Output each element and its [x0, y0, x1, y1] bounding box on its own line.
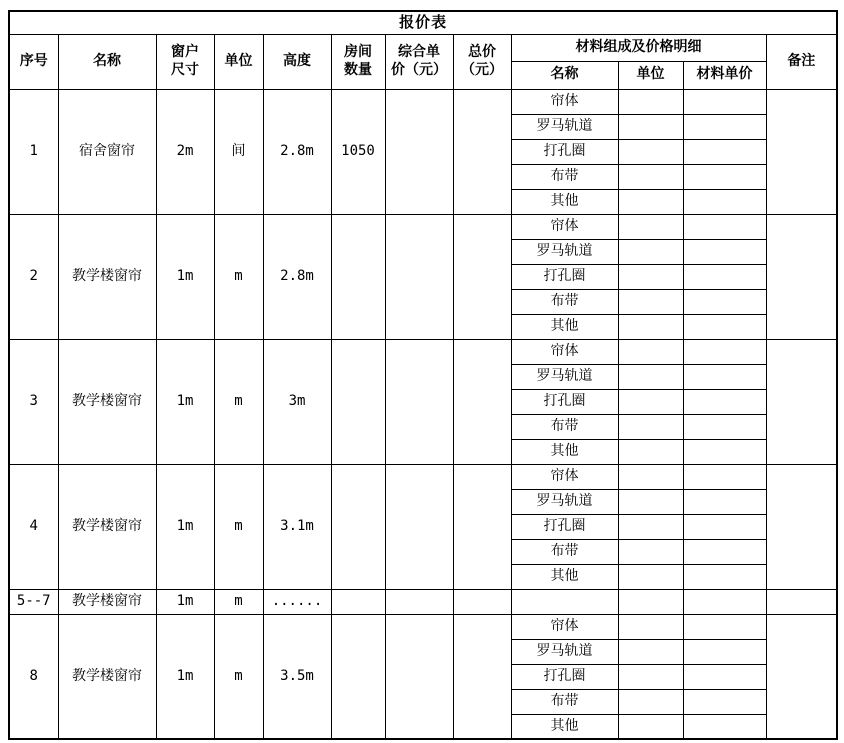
- header-composite-price: [385, 34, 453, 89]
- cell-material-price: [683, 364, 766, 389]
- cell-material-unit: [618, 389, 683, 414]
- cell-remark: [766, 89, 837, 214]
- cell-material-price: [683, 489, 766, 514]
- cell-remark: [766, 614, 837, 739]
- cell-seq: 8: [9, 614, 58, 739]
- header-total-price: [453, 34, 511, 89]
- page-title: 报价表: [9, 11, 837, 34]
- header-room-count-line2: 数量: [344, 61, 372, 78]
- cell-material-name: 布带: [511, 289, 618, 314]
- cell-material-price: [683, 664, 766, 689]
- cell-room-count: [331, 464, 385, 589]
- cell-window-size: 1m: [156, 339, 214, 464]
- cell-material-price: [683, 389, 766, 414]
- cell-material-price: [683, 714, 766, 739]
- cell-material-name: 布带: [511, 164, 618, 189]
- cell-material-price: [683, 564, 766, 589]
- header-composite-price-line1: 综合单: [398, 44, 440, 60]
- cell-material-unit: [618, 364, 683, 389]
- cell-height: 2.8m: [263, 89, 331, 214]
- cell-material-price: [683, 314, 766, 339]
- cell-name: 教学楼窗帘: [58, 614, 156, 739]
- cell-material-name: 帘体: [511, 214, 618, 239]
- cell-material-price: [683, 639, 766, 664]
- cell-unit: m: [214, 464, 263, 589]
- cell-material-name: 帘体: [511, 464, 618, 489]
- header-remark: 备注: [766, 34, 837, 89]
- cell-material-name: 布带: [511, 689, 618, 714]
- cell-material-name: 帘体: [511, 614, 618, 639]
- cell-material-name: 帘体: [511, 89, 618, 114]
- cell-material-name: 罗马轨道: [511, 114, 618, 139]
- cell-material-name: 其他: [511, 439, 618, 464]
- cell-material-unit: [618, 339, 683, 364]
- cell-remark: [766, 339, 837, 464]
- cell-material-price: [683, 414, 766, 439]
- cell-material-price: [683, 514, 766, 539]
- cell-height: ......: [263, 589, 331, 614]
- cell-window-size: 2m: [156, 89, 214, 214]
- cell-material-unit: [618, 714, 683, 739]
- cell-room-count: 1050: [331, 89, 385, 214]
- cell-material-name: [511, 589, 618, 614]
- header-material-unit: 单位: [618, 61, 683, 89]
- cell-material-name: 布带: [511, 414, 618, 439]
- header-window-size-line2: 尺寸: [171, 61, 199, 78]
- cell-material-unit: [618, 414, 683, 439]
- header-total-price-line2: （元）: [461, 61, 503, 78]
- quotation-table: [8, 10, 838, 740]
- cell-material-price: [683, 689, 766, 714]
- cell-unit: 间: [214, 89, 263, 214]
- cell-name: 教学楼窗帘: [58, 464, 156, 589]
- cell-material-price: [683, 539, 766, 564]
- cell-room-count: [331, 614, 385, 739]
- header-window-size-line1: 窗户: [171, 44, 199, 60]
- cell-composite-price: [385, 464, 453, 589]
- cell-composite-price: [385, 339, 453, 464]
- cell-material-name: 罗马轨道: [511, 364, 618, 389]
- cell-material-name: 罗马轨道: [511, 489, 618, 514]
- cell-name: 教学楼窗帘: [58, 339, 156, 464]
- cell-unit: m: [214, 214, 263, 339]
- header-material-group: 材料组成及价格明细: [511, 34, 766, 61]
- cell-material-name: 其他: [511, 314, 618, 339]
- cell-total-price: [453, 614, 511, 739]
- cell-material-price: [683, 589, 766, 614]
- cell-room-count: [331, 589, 385, 614]
- header-seq: 序号: [9, 34, 58, 89]
- cell-material-name: 帘体: [511, 339, 618, 364]
- cell-seq: 3: [9, 339, 58, 464]
- title-row: [9, 11, 837, 34]
- header-name: 名称: [58, 34, 156, 89]
- cell-material-price: [683, 239, 766, 264]
- cell-material-name: 其他: [511, 189, 618, 214]
- header-unit: 单位: [214, 34, 263, 89]
- cell-window-size: 1m: [156, 464, 214, 589]
- cell-material-name: 布带: [511, 539, 618, 564]
- cell-remark: [766, 589, 837, 614]
- cell-material-price: [683, 439, 766, 464]
- cell-material-unit: [618, 289, 683, 314]
- header-material-price: 材料单价: [683, 61, 766, 89]
- table-row: [9, 214, 837, 239]
- cell-material-unit: [618, 514, 683, 539]
- cell-material-unit: [618, 139, 683, 164]
- cell-total-price: [453, 89, 511, 214]
- header-height: 高度: [263, 34, 331, 89]
- cell-material-price: [683, 189, 766, 214]
- cell-material-name: 打孔圈: [511, 664, 618, 689]
- cell-seq: 1: [9, 89, 58, 214]
- cell-material-name: 打孔圈: [511, 514, 618, 539]
- cell-total-price: [453, 464, 511, 589]
- cell-material-unit: [618, 639, 683, 664]
- cell-unit: m: [214, 614, 263, 739]
- cell-room-count: [331, 339, 385, 464]
- cell-material-unit: [618, 464, 683, 489]
- cell-material-name: 打孔圈: [511, 139, 618, 164]
- table-row: [9, 339, 837, 364]
- cell-material-unit: [618, 214, 683, 239]
- cell-material-unit: [618, 114, 683, 139]
- cell-height: 3.5m: [263, 614, 331, 739]
- cell-material-unit: [618, 439, 683, 464]
- header-composite-price-line2: 价（元）: [391, 61, 447, 78]
- cell-material-name: 其他: [511, 564, 618, 589]
- cell-remark: [766, 464, 837, 589]
- header-row-top: [9, 34, 837, 61]
- cell-material-unit: [618, 89, 683, 114]
- header-total-price-line1: 总价: [468, 44, 496, 60]
- cell-material-price: [683, 89, 766, 114]
- header-material-name: 名称: [511, 61, 618, 89]
- cell-material-price: [683, 264, 766, 289]
- cell-height: 3.1m: [263, 464, 331, 589]
- cell-composite-price: [385, 614, 453, 739]
- cell-remark: [766, 214, 837, 339]
- cell-material-price: [683, 214, 766, 239]
- cell-material-unit: [618, 664, 683, 689]
- cell-height: 2.8m: [263, 214, 331, 339]
- cell-seq: 4: [9, 464, 58, 589]
- cell-height: 3m: [263, 339, 331, 464]
- cell-material-unit: [618, 189, 683, 214]
- cell-material-unit: [618, 539, 683, 564]
- cell-material-price: [683, 139, 766, 164]
- cell-material-name: 罗马轨道: [511, 639, 618, 664]
- cell-material-unit: [618, 614, 683, 639]
- cell-name: 宿舍窗帘: [58, 89, 156, 214]
- header-window-size: [156, 34, 214, 89]
- cell-material-price: [683, 464, 766, 489]
- cell-seq: 2: [9, 214, 58, 339]
- table-row-condensed: [9, 589, 837, 614]
- cell-material-price: [683, 164, 766, 189]
- cell-composite-price: [385, 89, 453, 214]
- cell-material-unit: [618, 489, 683, 514]
- cell-name: 教学楼窗帘: [58, 589, 156, 614]
- cell-material-unit: [618, 564, 683, 589]
- table-row: [9, 464, 837, 489]
- cell-material-name: 打孔圈: [511, 264, 618, 289]
- cell-material-name: 其他: [511, 714, 618, 739]
- cell-material-unit: [618, 264, 683, 289]
- cell-window-size: 1m: [156, 214, 214, 339]
- cell-room-count: [331, 214, 385, 339]
- table-row: [9, 614, 837, 639]
- cell-material-unit: [618, 314, 683, 339]
- cell-total-price: [453, 214, 511, 339]
- header-room-count: [331, 34, 385, 89]
- cell-window-size: 1m: [156, 589, 214, 614]
- cell-composite-price: [385, 589, 453, 614]
- cell-total-price: [453, 589, 511, 614]
- cell-material-price: [683, 339, 766, 364]
- header-room-count-line1: 房间: [344, 44, 372, 60]
- cell-material-unit: [618, 689, 683, 714]
- cell-material-unit: [618, 239, 683, 264]
- cell-name: 教学楼窗帘: [58, 214, 156, 339]
- cell-material-name: 打孔圈: [511, 389, 618, 414]
- cell-unit: m: [214, 589, 263, 614]
- cell-material-unit: [618, 589, 683, 614]
- cell-material-name: 罗马轨道: [511, 239, 618, 264]
- table-row: [9, 89, 837, 114]
- cell-unit: m: [214, 339, 263, 464]
- cell-total-price: [453, 339, 511, 464]
- cell-seq: 5--7: [9, 589, 58, 614]
- cell-window-size: 1m: [156, 614, 214, 739]
- cell-material-unit: [618, 164, 683, 189]
- cell-material-price: [683, 289, 766, 314]
- cell-material-price: [683, 614, 766, 639]
- cell-material-price: [683, 114, 766, 139]
- cell-composite-price: [385, 214, 453, 339]
